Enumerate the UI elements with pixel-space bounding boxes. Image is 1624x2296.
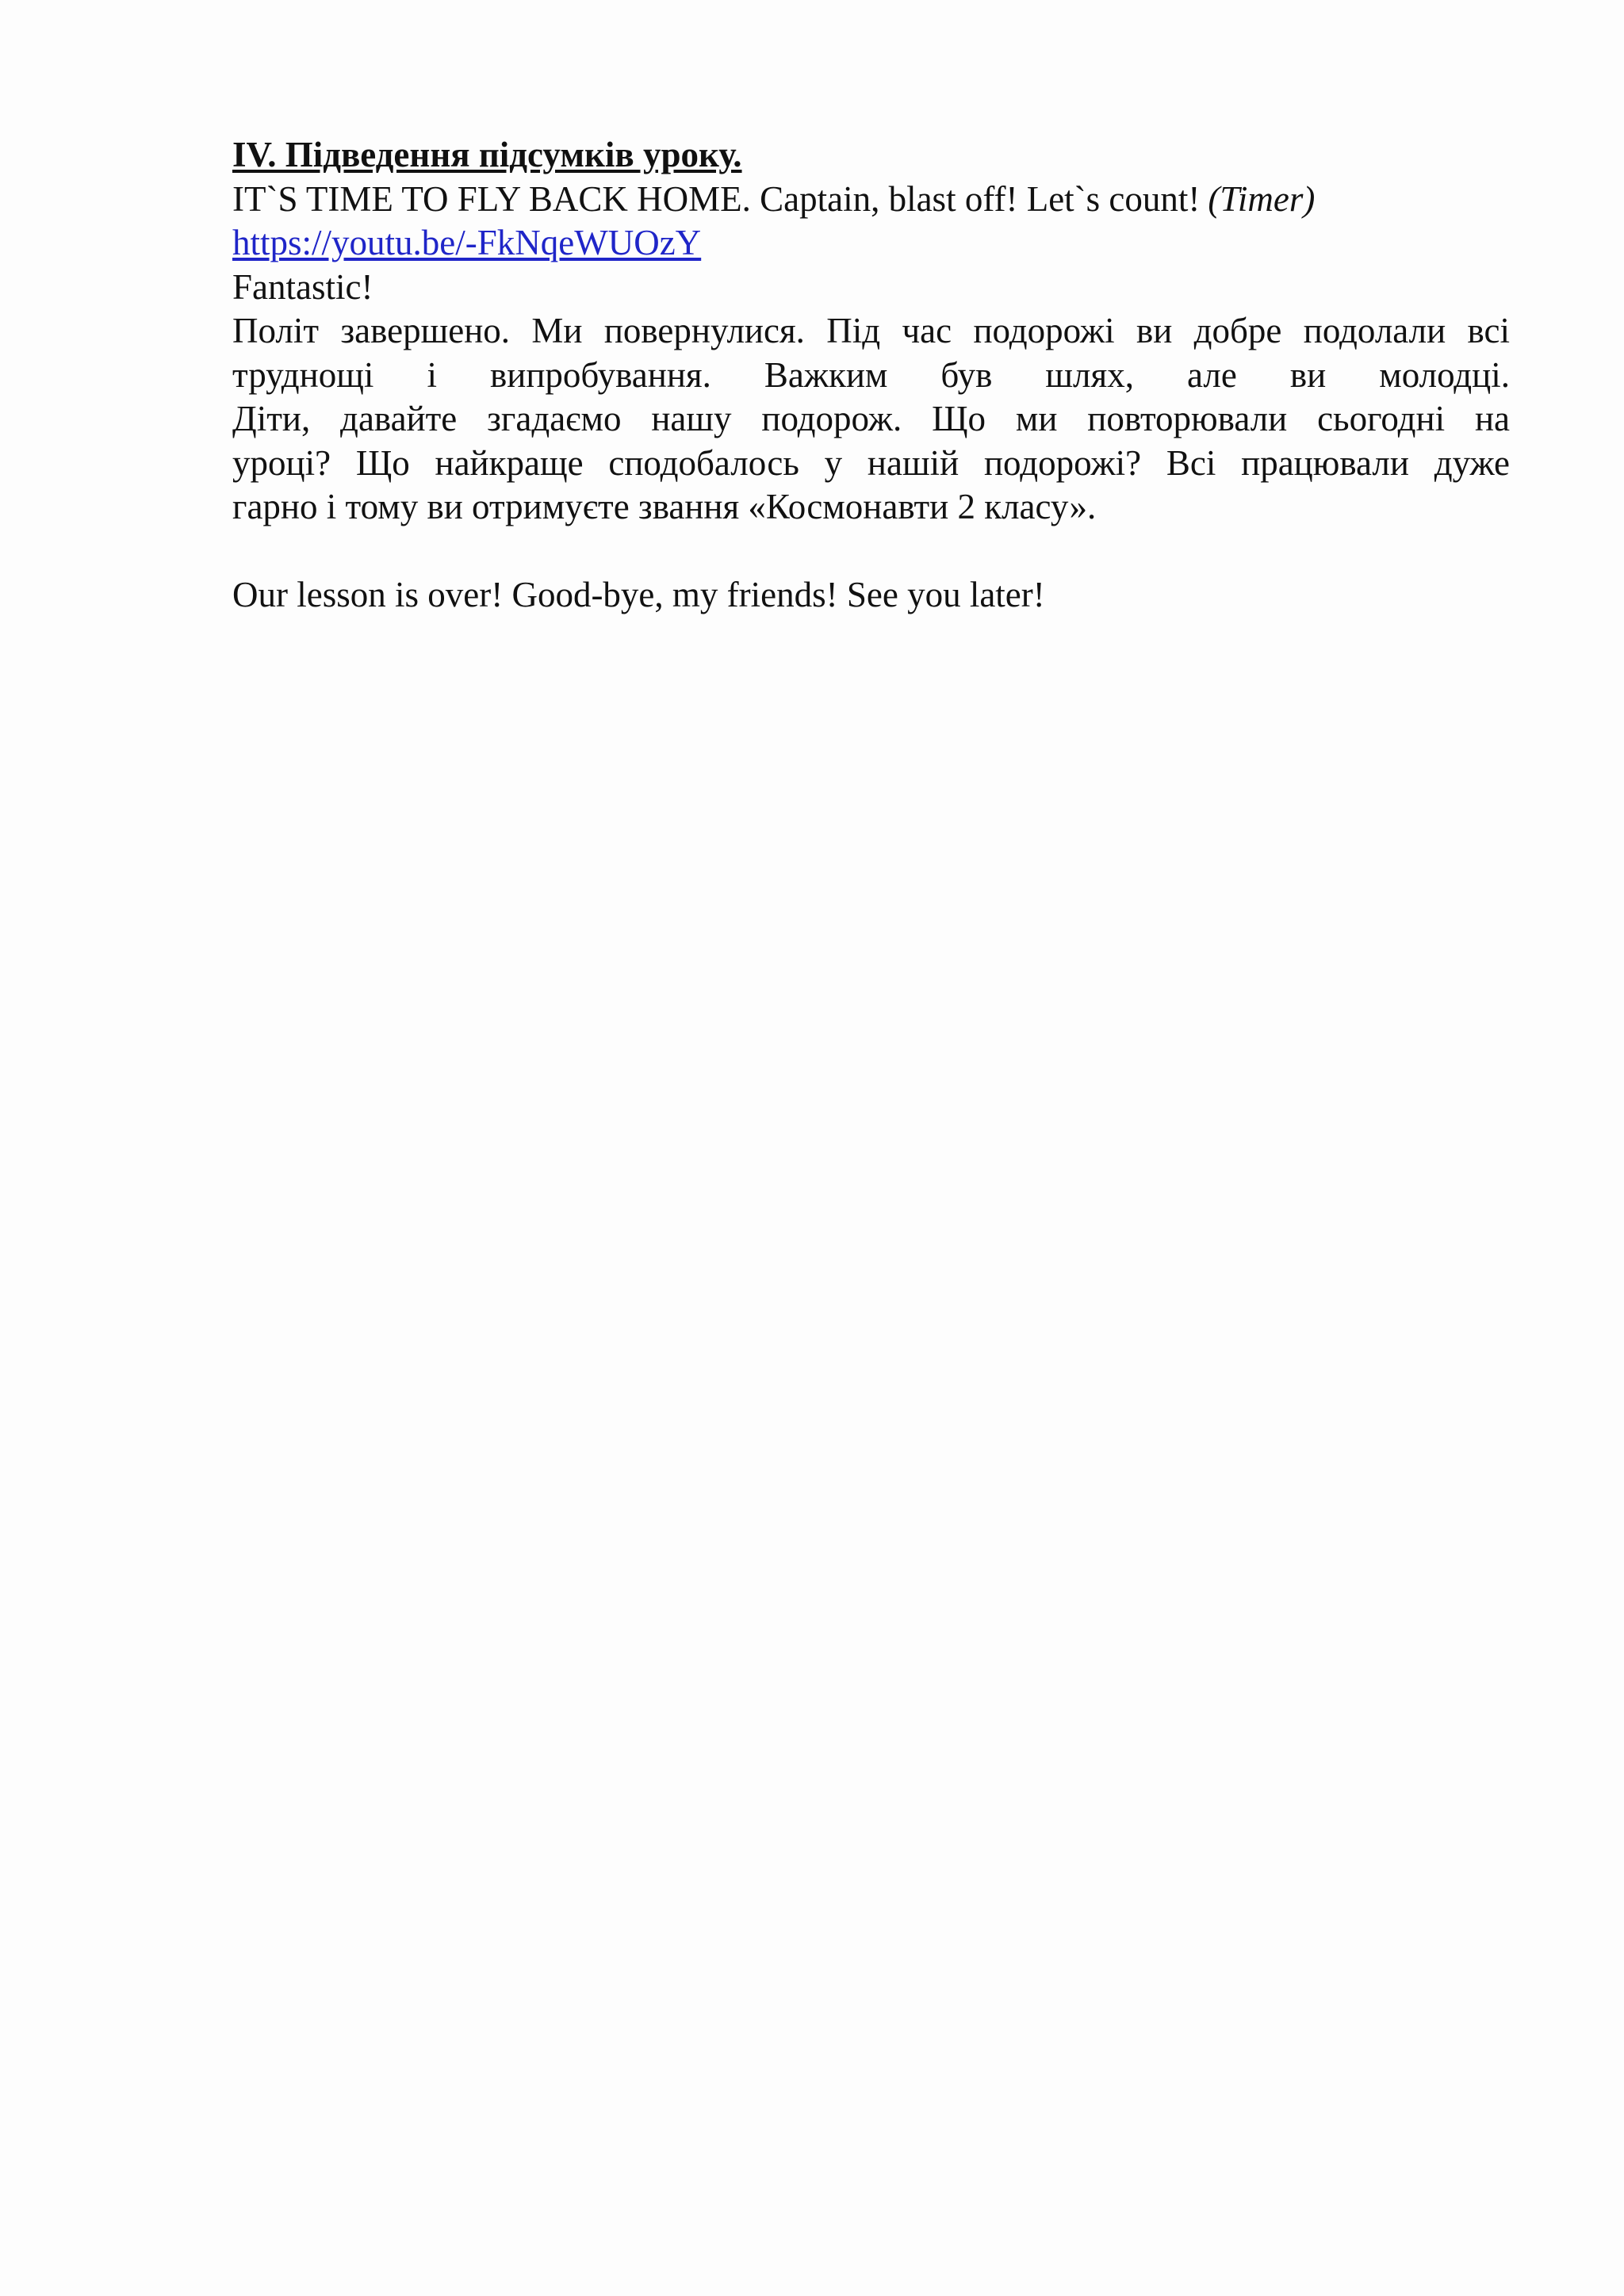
section-heading: IV. Підведення підсумків уроку. (232, 135, 742, 174)
paragraph-line: Діти, давайте згадаємо нашу подорож. Що ми повторювали сьогодні на (232, 399, 1510, 438)
fantastic-text: Fantastic! (232, 266, 373, 307)
fly-home-line (232, 178, 1510, 222)
paragraph-line: труднощі і випробування. Важким був шлях, але ви молодці. (232, 354, 1510, 395)
paragraph-line: уроці? Що найкраще сподобалось у нашій подорожі? Всі працювали дуже (232, 442, 1510, 483)
youtube-link[interactable]: https://youtu.be/-FkNqeWUOzY (232, 223, 702, 262)
paragraph-line: гарно і тому ви отримуєте звання «Космонавти 2 класу». (232, 487, 1097, 526)
fly-home-text: IT`S TIME TO FLY BACK HOME. Captain, blast off! Let`s count! (232, 178, 1201, 219)
closing-text: Our lesson is over! Good-bye, my friends! See you later! (232, 575, 1045, 614)
timer-note: (Timer) (1208, 178, 1316, 219)
paragraph-line: Політ завершено. Ми повернулися. Під час подорожі ви добре подолали всі (232, 311, 1510, 350)
summary-paragraph (232, 309, 1510, 530)
blank-line (232, 530, 1510, 574)
document-page (232, 133, 1510, 618)
